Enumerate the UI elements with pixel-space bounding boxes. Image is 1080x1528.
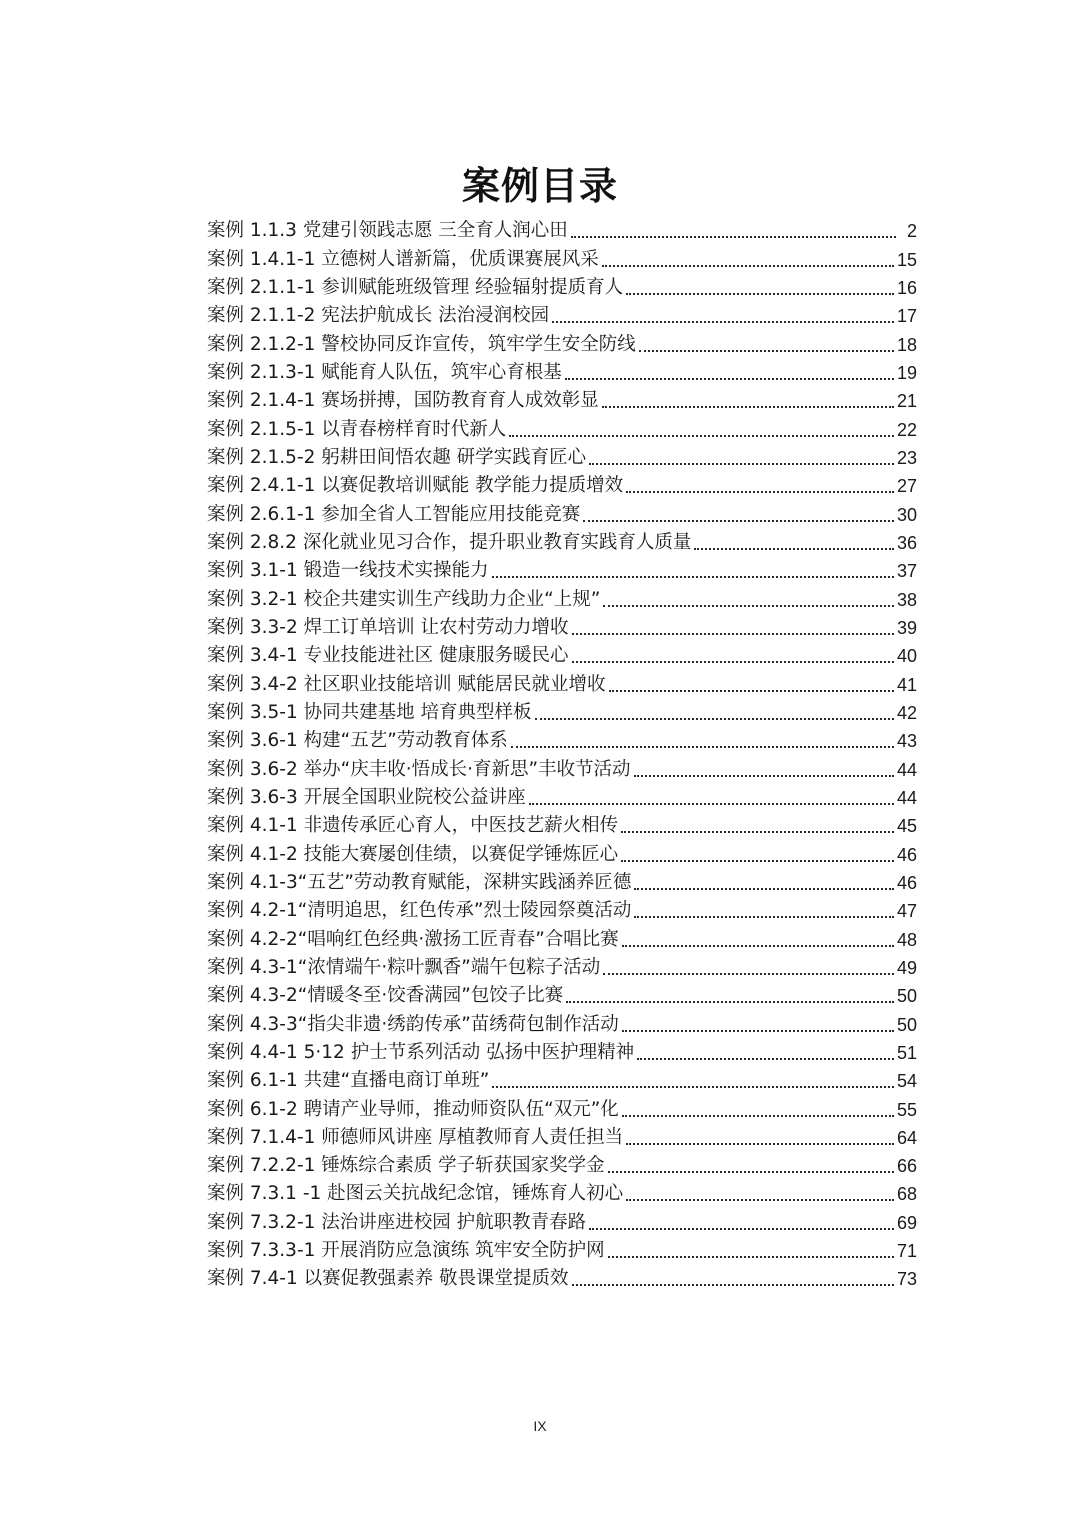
footer-page-number: IX (533, 1418, 547, 1434)
toc-entry[interactable] (207, 585, 917, 613)
dot-leader (602, 406, 894, 408)
dot-leader (492, 576, 894, 578)
toc-entry[interactable] (207, 500, 917, 528)
toc-entry[interactable] (207, 699, 917, 727)
table-of-contents (207, 217, 917, 1293)
toc-entry-title: 案例 3.5-1 协同共建基地 培育典型样板 (207, 701, 532, 723)
toc-entry-page-number: 38 (896, 589, 917, 610)
toc-entry-page-number: 18 (896, 334, 917, 355)
toc-entry-page-number: 71 (896, 1241, 917, 1262)
toc-entry-title: 案例 6.1-1 共建“直播电商订单班” (207, 1070, 490, 1092)
toc-entry-page-number: 42 (896, 702, 917, 723)
dot-leader (572, 661, 894, 663)
toc-entry-title: 案例 2.1.2-1 警校协同反诈宣传，筑牢学生安全防线 (207, 333, 636, 355)
toc-entry-title: 案例 2.1.5-2 躬耕田间悟农趣 研学实践育匠心 (207, 446, 587, 468)
dot-leader (621, 860, 894, 862)
toc-entry-title: 案例 7.3.3-1 开展消防应急演练 筑牢安全防护网 (207, 1240, 605, 1262)
dot-leader (602, 265, 894, 267)
dot-leader (511, 746, 894, 748)
toc-entry-title: 案例 2.1.5-1 以青春榜样育时代新人 (207, 418, 507, 440)
toc-entry-title: 案例 2.8.2 深化就业见习合作，提升职业教育实践育人质量 (207, 531, 692, 553)
toc-entry-title: 案例 7.3.1 -1 赴图云关抗战纪念馆，锤炼育人初心 (207, 1183, 624, 1205)
dot-leader (634, 916, 894, 918)
toc-entry[interactable] (207, 387, 917, 415)
toc-entry-page-number: 46 (896, 844, 917, 865)
toc-entry-page-number: 44 (896, 787, 917, 808)
toc-entry-title: 案例 3.3-2 焊工订单培训 让农村劳动力增收 (207, 616, 569, 638)
toc-entry-title: 案例 4.4-1 5·12 护士节系列活动 弘扬中医护理精神 (207, 1041, 635, 1063)
toc-entry[interactable] (207, 557, 917, 585)
dot-leader (509, 435, 894, 437)
dot-leader (529, 803, 894, 805)
dot-leader (608, 1171, 894, 1173)
toc-entry[interactable] (207, 1152, 917, 1180)
toc-entry-page-number: 64 (896, 1127, 917, 1148)
toc-entry-title: 案例 3.6-3 开展全国职业院校公益讲座 (207, 786, 526, 808)
toc-entry-title: 案例 4.2-2“唱响红色经典·激扬工匠青春”合唱比赛 (207, 928, 619, 950)
toc-entry-page-number: 39 (896, 617, 917, 638)
toc-entry[interactable] (207, 755, 917, 783)
dot-leader (621, 831, 894, 833)
dot-leader (634, 775, 894, 777)
toc-entry[interactable] (207, 1237, 917, 1265)
toc-entry[interactable] (207, 982, 917, 1010)
toc-entry[interactable] (207, 897, 917, 925)
toc-entry-title: 案例 7.3.2-1 法治讲座进校园 护航职教青春路 (207, 1211, 587, 1233)
toc-entry-title: 案例 4.2-1“清明追思，红色传承”烈士陵园祭奠活动 (207, 900, 632, 922)
toc-entry[interactable] (207, 727, 917, 755)
toc-entry-page-number: 55 (896, 1099, 917, 1120)
toc-entry-page-number: 21 (896, 391, 917, 412)
toc-entry[interactable] (207, 1095, 917, 1123)
dot-leader (626, 293, 894, 295)
toc-entry-title: 案例 2.6.1-1 参加全省人工智能应用技能竞赛 (207, 503, 581, 525)
toc-entry[interactable] (207, 274, 917, 302)
toc-entry-page-number: 48 (896, 929, 917, 950)
toc-entry[interactable] (207, 670, 917, 698)
toc-entry[interactable] (207, 784, 917, 812)
toc-entry[interactable] (207, 1208, 917, 1236)
dot-leader (566, 1001, 894, 1003)
toc-entry-page-number: 41 (896, 674, 917, 695)
toc-entry-page-number: 49 (896, 957, 917, 978)
dot-leader (694, 548, 894, 550)
toc-entry-page-number: 40 (896, 646, 917, 667)
toc-entry[interactable] (207, 529, 917, 557)
toc-entry-page-number: 73 (896, 1269, 917, 1290)
toc-entry[interactable] (207, 840, 917, 868)
dot-leader (639, 350, 894, 352)
dot-leader (609, 690, 894, 692)
toc-entry-page-number: 45 (896, 816, 917, 837)
toc-entry[interactable] (207, 614, 917, 642)
toc-entry-title: 案例 2.1.3-1 赋能育人队伍，筑牢心育根基 (207, 361, 562, 383)
dot-leader (589, 463, 894, 465)
toc-entry[interactable] (207, 1180, 917, 1208)
toc-entry[interactable] (207, 217, 917, 245)
dot-leader (626, 1199, 894, 1201)
toc-entry[interactable] (207, 472, 917, 500)
toc-entry-title: 案例 1.4.1-1 立德树人谱新篇，优质课赛展风采 (207, 248, 599, 270)
toc-entry-title: 案例 2.1.1-1 参训赋能班级管理 经验辐射提质育人 (207, 276, 624, 298)
dot-leader (622, 945, 894, 947)
toc-entry[interactable] (207, 869, 917, 897)
toc-entry-title: 案例 7.1.4-1 师德师风讲座 厚植教师育人责任担当 (207, 1126, 624, 1148)
toc-entry-page-number: 68 (896, 1184, 917, 1205)
toc-entry-page-number: 51 (896, 1042, 917, 1063)
toc-entry-title: 案例 2.1.4-1 赛场拼搏，国防教育育人成效彰显 (207, 390, 599, 412)
toc-entry-title: 案例 7.4-1 以赛促教强素养 敬畏课堂提质效 (207, 1268, 569, 1290)
toc-entry[interactable] (207, 444, 917, 472)
dot-leader (492, 1086, 894, 1088)
toc-entry[interactable] (207, 1039, 917, 1067)
toc-entry-page-number: 44 (896, 759, 917, 780)
toc-entry-page-number: 15 (896, 249, 917, 270)
toc-entry-title: 案例 3.4-1 专业技能进社区 健康服务暖民心 (207, 645, 569, 667)
dot-leader (589, 1228, 894, 1230)
toc-entry-page-number: 46 (896, 872, 917, 893)
toc-entry-title: 案例 4.1-3“五艺”劳动教育赋能，深耕实践涵养匠德 (207, 871, 632, 893)
toc-entry-page-number: 23 (896, 447, 917, 468)
dot-leader (634, 888, 894, 890)
toc-entry[interactable] (207, 1265, 917, 1293)
toc-entry-title: 案例 4.3-1“浓情端午·粽叶飘香”端午包粽子活动 (207, 956, 601, 978)
toc-entry-title: 案例 2.1.1-2 宪法护航成长 法治浸润校园 (207, 305, 550, 327)
toc-entry[interactable] (207, 1010, 917, 1038)
toc-entry-page-number: 22 (896, 419, 917, 440)
toc-entry-title: 案例 6.1-2 聘请产业导师，推动师资队伍“双元”化 (207, 1098, 619, 1120)
dot-leader (565, 378, 894, 380)
toc-entry-page-number: 37 (896, 561, 917, 582)
toc-entry-title: 案例 3.1-1 锻造一线技术实操能力 (207, 560, 489, 582)
toc-entry-page-number: 16 (896, 277, 917, 298)
toc-entry-page-number: 19 (896, 362, 917, 383)
toc-entry-page-number: 50 (896, 986, 917, 1007)
toc-entry-title: 案例 1.1.3 党建引领践志愿 三全育人润心田 (207, 220, 568, 242)
toc-entry-page-number: 47 (896, 901, 917, 922)
dot-leader (535, 718, 894, 720)
toc-entry-title: 案例 7.2.2-1 锤炼综合素质 学子斩获国家奖学金 (207, 1155, 605, 1177)
toc-entry-title: 案例 4.1-2 技能大赛屡创佳绩，以赛促学锤炼匠心 (207, 843, 619, 865)
dot-leader (622, 1030, 894, 1032)
toc-entry-title: 案例 3.6-1 构建“五艺”劳动教育体系 (207, 730, 508, 752)
toc-entry[interactable] (207, 925, 917, 953)
toc-entry[interactable] (207, 359, 917, 387)
dot-leader (637, 1058, 894, 1060)
toc-entry-title: 案例 3.6-2 举办“庆丰收·悟成长·育新思”丰收节活动 (207, 758, 631, 780)
toc-entry-page-number: 50 (896, 1014, 917, 1035)
dot-leader (626, 491, 894, 493)
toc-entry[interactable] (207, 1124, 917, 1152)
toc-entry-page-number: 43 (896, 731, 917, 752)
toc-entry-page-number: 2 (906, 221, 917, 242)
toc-entry-page-number: 54 (896, 1071, 917, 1092)
toc-entry[interactable] (207, 415, 917, 443)
dot-leader (603, 973, 894, 975)
toc-entry[interactable] (207, 302, 917, 330)
toc-entry-page-number: 66 (896, 1156, 917, 1177)
toc-entry-page-number: 27 (896, 476, 917, 497)
dot-leader (572, 1284, 894, 1286)
dot-leader (608, 1256, 894, 1258)
page-title: 案例目录 (461, 164, 618, 208)
dot-leader (622, 1115, 894, 1117)
toc-entry-title: 案例 2.4.1-1 以赛促教培训赋能 教学能力提质增效 (207, 475, 624, 497)
toc-entry[interactable] (207, 1067, 917, 1095)
toc-entry[interactable] (207, 642, 917, 670)
toc-entry-title: 案例 3.4-2 社区职业技能培训 赋能居民就业增收 (207, 673, 606, 695)
dot-leader (571, 236, 896, 238)
toc-entry-title: 案例 4.3-3“指尖非遗·绣韵传承”苗绣荷包制作活动 (207, 1013, 619, 1035)
toc-entry[interactable] (207, 954, 917, 982)
dot-leader (572, 633, 894, 635)
dot-leader (626, 1143, 894, 1145)
toc-entry-page-number: 17 (896, 306, 917, 327)
toc-entry-page-number: 30 (896, 504, 917, 525)
dot-leader (583, 520, 894, 522)
dot-leader (603, 605, 894, 607)
toc-entry-page-number: 36 (896, 532, 917, 553)
toc-entry-title: 案例 4.3-2“情暖冬至·饺香满园”包饺子比赛 (207, 985, 564, 1007)
dot-leader (552, 321, 894, 323)
toc-entry[interactable] (207, 812, 917, 840)
toc-entry[interactable] (207, 245, 917, 273)
toc-entry[interactable] (207, 330, 917, 358)
toc-entry-title: 案例 3.2-1 校企共建实训生产线助力企业“上规” (207, 588, 601, 610)
toc-entry-page-number: 69 (896, 1212, 917, 1233)
toc-entry-title: 案例 4.1-1 非遗传承匠心育人，中医技艺薪火相传 (207, 815, 619, 837)
